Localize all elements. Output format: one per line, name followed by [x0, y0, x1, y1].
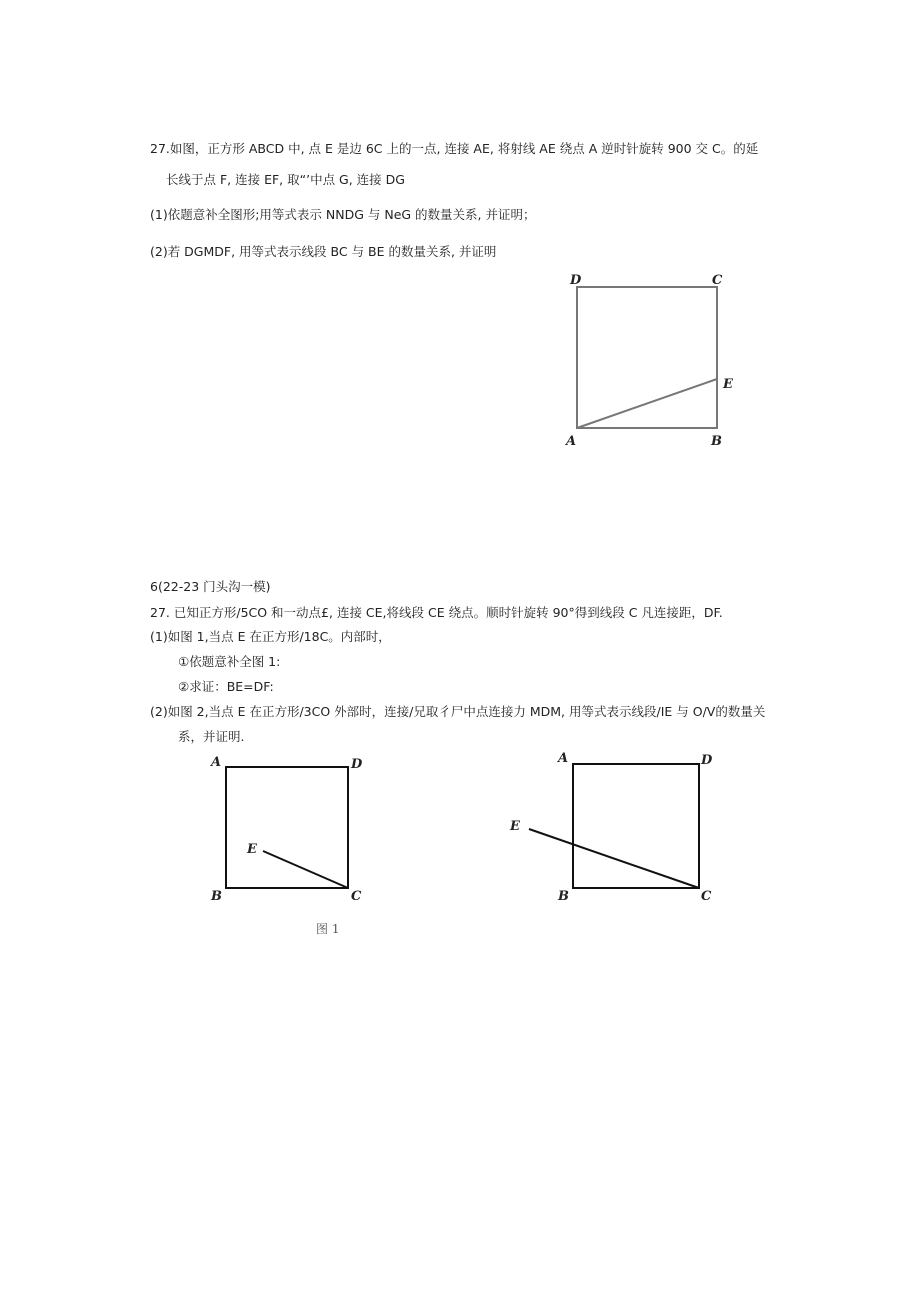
problem1-figure [560, 265, 750, 455]
problem2-part2-line1: (2)如图 2,当点 E 在正方形/3CO 外部时，连接/兄取彳尸中点连接力 MDM, 用等式表示线段/IE 与 O/V的数量关 [150, 704, 766, 719]
label-d: D [351, 757, 363, 772]
label-e: E [723, 377, 733, 392]
label-a: A [566, 434, 577, 449]
label-b: B [558, 889, 569, 904]
problem2-figure2 [505, 745, 725, 910]
label-c: C [712, 273, 723, 288]
figure1-caption: 图 1 [316, 922, 340, 936]
problem1-statement-line1: 27.如图，正方形 ABCD 中, 点 E 是边 6C 上的一点, 连接 AE, 将射线 AE 绕点 A 逆时针旋转 900 交 C。的延 [150, 141, 759, 156]
problem2-figure1 [200, 750, 380, 940]
square-abcd-fig1 [226, 767, 348, 888]
problem1-part1: (1)依题意补全图形;用等式表示 NNDG 与 NeG 的数量关系, 并证明； [150, 207, 536, 222]
segment-ce-fig1 [263, 851, 348, 888]
problem1-part2: (2)若 DGMDF, 用等式表示线段 BC 与 BE 的数量关系, 并证明 [150, 244, 497, 259]
label-b: B [711, 434, 722, 449]
problem2-part1-sub2: ②求证：BE=DF: [178, 679, 274, 694]
label-e: E [510, 819, 520, 834]
label-d: D [570, 273, 582, 288]
problem2-part1: (1)如图 1,当点 E 在正方形/18C。内部时， [150, 629, 391, 644]
label-c: C [701, 889, 712, 904]
problem2-part1-sub1: ①依题意补全图 1: [178, 654, 281, 669]
label-c: C [351, 889, 362, 904]
segment-ae [577, 379, 717, 428]
label-a: A [558, 751, 569, 766]
problem1-statement-line2: 长线于点 F, 连接 EF, 取“’中点 G, 连接 DG [166, 172, 405, 187]
label-b: B [211, 889, 222, 904]
square-abcd [577, 287, 717, 428]
problem2-statement: 27. 已知正方形/5CO 和一动点£, 连接 CE,将线段 CE 绕点。顺时针旋转 90°得到线段 C 凡连接距，DF. [150, 605, 723, 620]
problem2-part2-line2: 系，并证明. [178, 729, 245, 744]
label-e: E [247, 842, 257, 857]
square-abcd-fig2 [573, 764, 699, 888]
label-d: D [701, 753, 713, 768]
problem2-source: 6(22-23 门头沟一模) [150, 579, 271, 594]
label-a: A [211, 755, 222, 770]
segment-ce-fig2 [529, 829, 699, 888]
